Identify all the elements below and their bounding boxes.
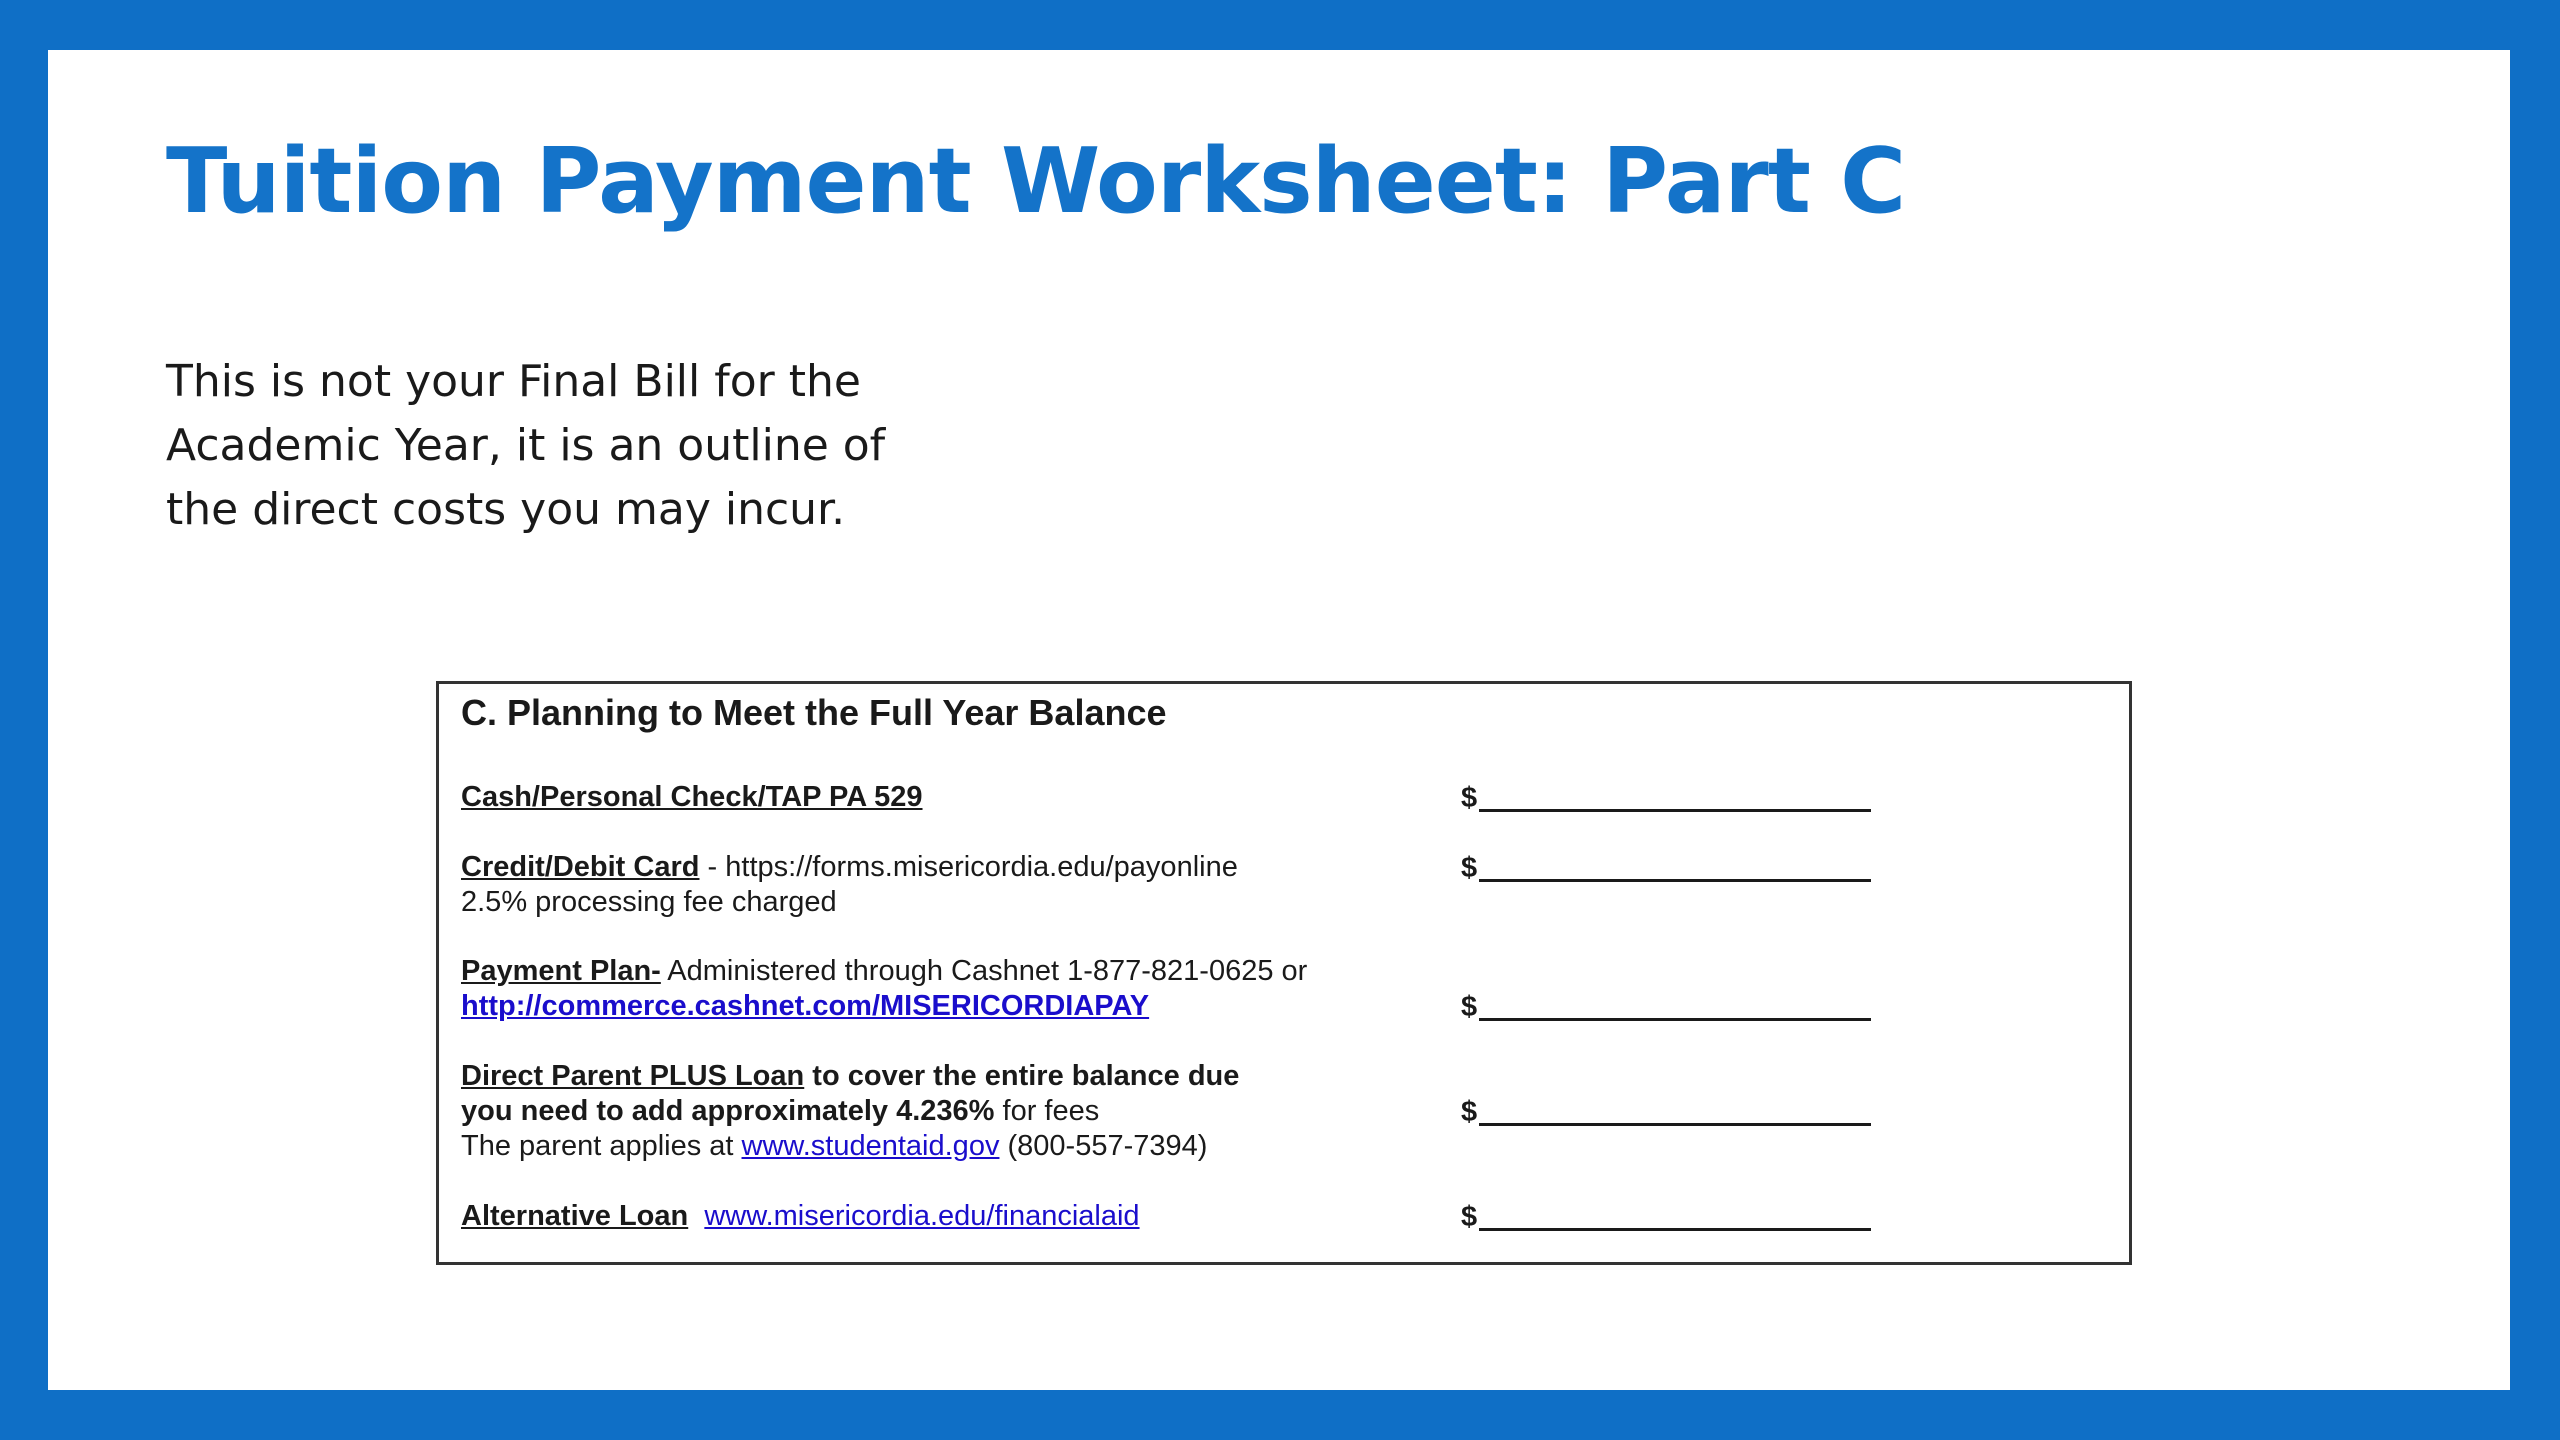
payonline-url: https://forms.misericordia.edu/payonline [725, 851, 1238, 883]
page-title: Tuition Payment Worksheet: Part C [166, 129, 1906, 234]
plan-text: Administered through Cashnet 1-877-821-0625 or [660, 955, 1308, 987]
worksheet-heading: C. Planning to Meet the Full Year Balance [461, 692, 1167, 733]
dollar-sign: $ [1461, 1096, 1478, 1128]
row-label: Alternative Loan [461, 1200, 689, 1232]
fee-note: 2.5% processing fee charged [461, 886, 837, 918]
row-description [461, 850, 1461, 920]
worksheet-part-c [436, 681, 2132, 1265]
plus-text-1: to cover the entire balance due [804, 1060, 1240, 1092]
row-description [461, 1199, 1461, 1234]
dollar-sign: $ [1461, 852, 1478, 884]
row-label: Direct Parent PLUS Loan [461, 1060, 805, 1092]
amount-blank-line [1479, 809, 1871, 812]
plus-fees-text: for fees [994, 1095, 1100, 1127]
row-label: Credit/Debit Card [461, 851, 700, 883]
dollar-sign: $ [1461, 1201, 1478, 1233]
intro-text [166, 350, 986, 542]
amount-field-cash[interactable] [1461, 780, 1871, 816]
intro-line: the direct costs you may incur. [166, 484, 846, 535]
row-label: Cash/Personal Check/TAP PA 529 [461, 781, 923, 813]
amount-field-card[interactable] [1461, 850, 1871, 886]
financialaid-link[interactable]: www.misericordia.edu/financialaid [704, 1200, 1140, 1232]
plus-apply-text: The parent applies at [461, 1130, 742, 1162]
payment-row-plan [461, 954, 2111, 1064]
row-label: Payment Plan- [461, 955, 661, 987]
amount-field-alt-loan[interactable] [1461, 1199, 1871, 1235]
row-description [461, 780, 1461, 815]
payment-row-card [461, 850, 2111, 960]
dollar-sign: $ [1461, 991, 1478, 1023]
row-description [461, 1059, 1461, 1164]
amount-blank-line [1479, 879, 1871, 882]
amount-blank-line [1479, 1018, 1871, 1021]
dollar-sign: $ [1461, 782, 1478, 814]
plus-text-2: you need to add approximately 4.236% [461, 1095, 995, 1127]
cashnet-link[interactable]: http://commerce.cashnet.com/MISERICORDIAPAY [461, 990, 1150, 1022]
amount-blank-line [1479, 1228, 1871, 1231]
payment-row-alt-loan [461, 1199, 2111, 1309]
row-description [461, 954, 1461, 1024]
plus-phone: (800-557-7394) [999, 1130, 1208, 1162]
amount-blank-line [1479, 1123, 1871, 1126]
studentaid-link[interactable]: www.studentaid.gov [741, 1130, 1000, 1162]
slide [48, 50, 2510, 1390]
amount-field-plus-loan[interactable] [1461, 1094, 1871, 1130]
amount-field-plan[interactable] [1461, 989, 1871, 1025]
payment-row-plus-loan [461, 1059, 2111, 1169]
intro-line: This is not your Final Bill for the [166, 356, 861, 407]
intro-line: Academic Year, it is an outline of [166, 420, 886, 471]
separator: - [699, 851, 726, 883]
